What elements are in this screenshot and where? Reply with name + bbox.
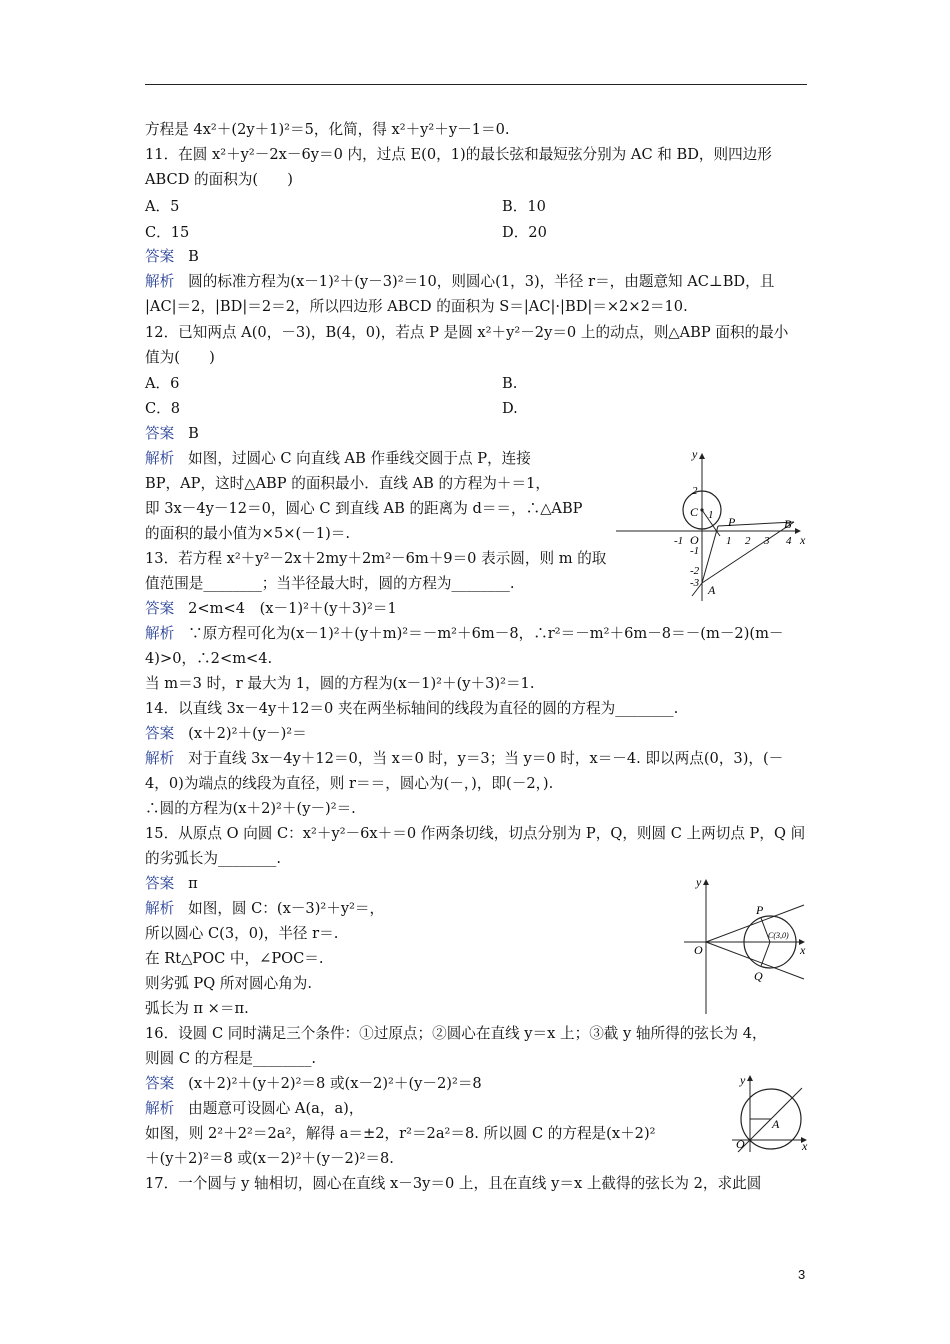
q16-analysis-line-3: ＋(y＋2)²＝8 或(x－2)²＋(y－2)²＝8.: [145, 1150, 394, 1167]
q16-stem-line-2: 则圆 C 的方程是________.: [145, 1050, 317, 1067]
q12-option-b: B.: [502, 375, 518, 392]
q15-analysis-line-5: 弧长为 π ×＝π.: [145, 1000, 249, 1017]
q13-stem-line-1: 13．若方程 x²＋y²－2x＋2my＋2m²－6m＋9＝0 表示圆，则 m 的取: [145, 550, 607, 567]
answer-label: 答案: [145, 248, 175, 265]
q15-analysis-text: 如图，圆 C：(x－3)²＋y²＝，: [188, 900, 385, 917]
tick-neg2: -2: [690, 565, 700, 577]
q12-figure: [612, 446, 812, 604]
tick-4: 4: [786, 535, 792, 547]
label-q: Q: [754, 969, 763, 983]
q13-stem-line-2: 值范围是________；当半径最大时，圆的方程为________.: [145, 575, 515, 592]
tick-neg3: -3: [690, 577, 700, 589]
q12-analysis-text: 如图，过圆心 C 向直线 AB 作垂线交圆于点 P，连接: [188, 450, 531, 467]
tick-1-y: 1: [708, 509, 714, 521]
q16-analysis-line-1: [145, 1098, 363, 1120]
page-number: 3: [798, 1267, 806, 1282]
q15-analysis-line-3: 在 Rt△POC 中，∠POC＝.: [145, 950, 324, 967]
q13-answer-line: [145, 598, 397, 620]
q16-answer-line: [145, 1073, 482, 1095]
q14-analysis-text: 对于直线 3x－4y＋12＝0，当 x＝0 时，y＝3；当 y＝0 时，x＝－4. 即以两点(0，3)，(－: [188, 750, 784, 767]
label-x: x: [800, 533, 806, 547]
q15-answer: π: [188, 875, 198, 892]
header-rule: [145, 84, 807, 85]
label-o: O: [690, 533, 699, 547]
label-x: x: [800, 943, 806, 957]
q16-analysis-line-2: 如图，则 2²＋2²＝2a²，解得 a＝±2，r²＝2a²＝8. 所以圆 C 的方程是(x＋2)²: [145, 1125, 656, 1142]
q12-option-a: A．6: [145, 375, 180, 392]
label-b: B: [784, 517, 792, 531]
q13-analysis-text: ∵原方程可化为(x－1)²＋(y＋m)²＝－m²＋6m－8，∴r²＝－m²＋6m－8＝－(m－2)(m－: [188, 625, 784, 642]
q12-option-c: C．8: [145, 400, 181, 417]
tick-3: 3: [764, 535, 770, 547]
label-a: A: [708, 583, 716, 597]
q14-answer-line: [145, 723, 307, 745]
label-y: y: [740, 1073, 746, 1087]
q15-figure: [680, 874, 812, 1020]
label-o: O: [736, 1137, 745, 1151]
q16-answer: (x＋2)²＋(y＋2)²＝8 或(x－2)²＋(y－2)²＝8: [188, 1075, 482, 1092]
q16-stem-line-1: 16．设圆 C 同时满足三个条件：①过原点；②圆心在直线 y＝x 上；③截 y 轴所得的弦长为 4，: [145, 1025, 767, 1042]
q11-analysis-line-1: [145, 271, 774, 293]
analysis-label: 解析: [145, 1100, 175, 1117]
label-p: P: [756, 903, 764, 917]
q15-analysis-line-1: [145, 898, 384, 920]
q12-analysis-line-1: [145, 448, 531, 470]
q15-analysis-line-4: 则劣弧 PQ 所对圆心角为.: [145, 975, 313, 992]
analysis-label: 解析: [145, 900, 175, 917]
q14-analysis-line-2: 4，0)为端点的线段为直径，则 r＝＝，圆心为(－，)，即(－2，).: [145, 775, 554, 792]
tick-1: 1: [726, 535, 732, 547]
tick-neg1-y: -1: [690, 545, 700, 557]
q14-analysis-line-3: ∴圆的方程为(x＋2)²＋(y－)²＝.: [145, 800, 356, 817]
answer-label: 答案: [145, 600, 175, 617]
label-x: x: [802, 1139, 808, 1153]
q16-analysis-text: 由题意可设圆心 A(a，a)，: [188, 1100, 364, 1117]
tangent-upper: [706, 905, 804, 942]
label-o: O: [694, 943, 703, 957]
q11-option-d: D．20: [502, 224, 547, 241]
label-c: C(3,0): [768, 931, 789, 940]
q11-analysis-line-2: |AC|＝2，|BD|＝2＝2，所以四边形 ABCD 的面积为 S＝|AC|·|BD|＝×2×2＝10.: [145, 298, 688, 315]
analysis-label: 解析: [145, 450, 175, 467]
q17-stem: 17．一个圆与 y 轴相切，圆心在直线 x－3y＝0 上，且在直线 y＝x 上截得的弦长为 2，求此圆: [145, 1175, 762, 1192]
q13-analysis-line-3: 当 m＝3 时，r 最大为 1，圆的方程为(x－1)²＋(y＋3)²＝1.: [145, 675, 535, 692]
tick-2-y: 2: [692, 485, 698, 497]
answer-label: 答案: [145, 1075, 175, 1092]
label-a: A: [772, 1117, 780, 1131]
answer-label: 答案: [145, 425, 175, 442]
tick-2: 2: [745, 535, 751, 547]
q11-option-a: A．5: [145, 198, 180, 215]
tick-neg1-x: -1: [674, 535, 684, 547]
answer-label: 答案: [145, 875, 175, 892]
text-line: 方程是 4x²＋(2y＋1)²＝5，化简，得 x²＋y²＋y－1＝0.: [145, 121, 510, 138]
q14-stem: 14．以直线 3x－4y＋12＝0 夹在两坐标轴间的线段为直径的圆的方程为________.: [145, 700, 679, 717]
answer-label: 答案: [145, 725, 175, 742]
q14-analysis-line-1: [145, 748, 783, 770]
q11-option-c: C．15: [145, 224, 190, 241]
q15-stem-line-1: 15．从原点 O 向圆 C：x²＋y²－6x＋＝0 作两条切线，切点分别为 P，Q，则圆 C 上两切点 P，Q 间: [145, 825, 806, 842]
q14-answer: (x＋2)²＋(y－)²＝: [188, 725, 307, 742]
q12-analysis-line-3: 即 3x－4y－12＝0，圆心 C 到直线 AB 的距离为 d＝＝，∴△ABP: [145, 500, 583, 517]
q11-stem-line-1: 11．在圆 x²＋y²－2x－6y＝0 内，过点 E(0，1)的最长弦和最短弦分别为 AC 和 BD，则四边形: [145, 146, 772, 163]
q12-option-d: D.: [502, 400, 518, 417]
label-y: y: [692, 447, 698, 461]
q12-answer-line: [145, 423, 199, 445]
label-p: P: [728, 515, 736, 529]
analysis-label: 解析: [145, 273, 175, 290]
q16-figure: [728, 1072, 812, 1154]
radius-cq: [761, 942, 770, 966]
q12-stem-line-1: 12．已知两点 A(0，－3)，B(4，0)，若点 P 是圆 x²＋y²－2y＝0 上的动点，则△ABP 面积的最小: [145, 324, 789, 341]
label-c: C: [690, 505, 699, 519]
analysis-label: 解析: [145, 750, 175, 767]
analysis-label: 解析: [145, 625, 175, 642]
q15-stem-line-2: 的劣弧长为________.: [145, 850, 281, 867]
q11-analysis-text: 圆的标准方程为(x－1)²＋(y－3)²＝10，则圆心(1，3)，半径 r＝，由题意知 AC⊥BD，且: [188, 273, 775, 290]
q11-answer-line: [145, 246, 199, 268]
q12-answer: B: [188, 425, 199, 442]
q12-analysis-line-2: BP，AP，这时△ABP 的面积最小．直线 AB 的方程为＋＝1，: [145, 475, 550, 492]
q15-analysis-line-2: 所以圆心 C(3，0)，半径 r＝.: [145, 925, 339, 942]
q13-analysis-line-1: [145, 623, 784, 645]
q13-answer: 2<m<4 (x－1)²＋(y＋3)²＝1: [188, 600, 397, 617]
q12-stem-line-2: 值为( ): [145, 349, 215, 366]
line-y-eq-x: [738, 1088, 802, 1152]
label-y: y: [696, 875, 702, 889]
center-point: [700, 508, 703, 511]
q12-analysis-line-4: 的面积的最小值为×5×(－1)＝.: [145, 525, 350, 542]
q11-stem-line-2: ABCD 的面积为( ): [145, 171, 293, 188]
q11-answer: B: [188, 248, 199, 265]
q15-answer-line: [145, 873, 198, 895]
q13-analysis-line-2: 4)>0，∴2<m<4.: [145, 650, 273, 667]
q11-option-b: B．10: [502, 198, 546, 215]
